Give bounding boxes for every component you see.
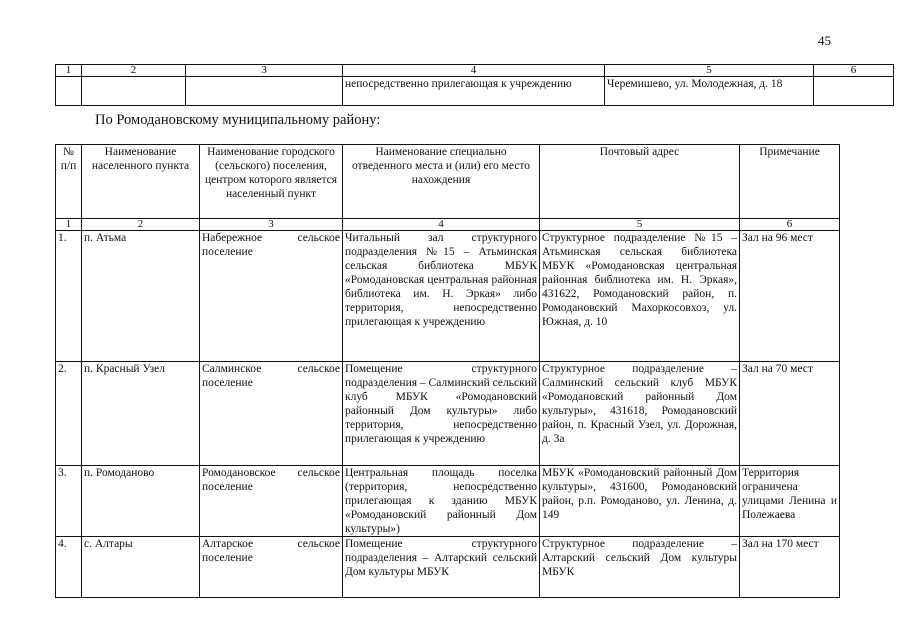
header-row [56, 145, 840, 219]
settlement-cell: п. Ромоданово [82, 466, 200, 537]
column-number: 6 [814, 65, 894, 77]
table-row [56, 77, 894, 106]
column-number: 2 [82, 219, 200, 231]
header-address: Почтовый адрес [540, 145, 740, 219]
column-number: 2 [82, 65, 186, 77]
table-row [56, 537, 840, 598]
empty-cell [186, 77, 343, 106]
place-cell: Помещение структурного подразделения – Салминский сельский клуб МБУК «Ромодановский районный Дом культуры» либо территория, непосредственно прилегающая к учреждению [343, 362, 540, 466]
place-cell: непосредственно прилегающая к учреждению [343, 77, 605, 106]
address-cell: МБУК «Ромодановский районный Дом культуры», 431600, Ромодановский район, р.п. Ромоданово, ул. Ленина, д. 149 [540, 466, 740, 537]
column-number: 6 [740, 219, 840, 231]
header-municipality: Наименование городского (сельского) поселения, центром которого является населенный пункт [200, 145, 343, 219]
empty-cell [814, 77, 894, 106]
address-cell: Структурное подразделение – Салминский сельский клуб МБУК «Ромодановский районный Дом культуры», 431618, Ромодановский район, п. Красный Узел, ул. Дорожная, д. 3а [540, 362, 740, 466]
column-number: 4 [343, 219, 540, 231]
empty-cell [56, 77, 82, 106]
place-cell: Центральная площадь поселка (территория, непосредственно прилегающая к зданию МБУК «Ромодановский районный Дом культуры») [343, 466, 540, 537]
place-cell: Читальный зал структурного подразделения №15 – Атьминская сельская библиотека МБУК «Ромодановская центральная районная библиотека им. Н. Эркая» либо территория, непосредственно прилегающая к учреждению [343, 231, 540, 362]
address-cell: Структурное подразделение – Алтарский сельский Дом культуры МБУК [540, 537, 740, 598]
settlement-cell: п. Красный Узел [82, 362, 200, 466]
place-cell: Помещение структурного подразделения – Алтарский сельский Дом культуры МБУК [343, 537, 540, 598]
column-number: 5 [540, 219, 740, 231]
note-cell: Зал на 70 мест [740, 362, 840, 466]
settlement-cell: п. Атьма [82, 231, 200, 362]
row-number: 1. [56, 231, 82, 362]
note-cell: Зал на 96 мест [740, 231, 840, 362]
note-cell: Зал на 170 мест [740, 537, 840, 598]
empty-cell [82, 77, 186, 106]
row-number: 4. [56, 537, 82, 598]
continuation-table [55, 64, 894, 106]
row-number: 3. [56, 466, 82, 537]
header-place: Наименование специально отведенного места и (или) его место нахождения [343, 145, 540, 219]
header-settlement: Наименование населенного пункта [82, 145, 200, 219]
column-number: 3 [200, 219, 343, 231]
column-number: 1 [56, 219, 82, 231]
municipality-cell: Алтарское сельское поселение [200, 537, 343, 598]
column-number-row [56, 65, 894, 77]
row-number: 2. [56, 362, 82, 466]
table-row [56, 466, 840, 537]
locations-table [55, 144, 840, 598]
municipality-cell: Салминское сельское поселение [200, 362, 343, 466]
municipality-cell: Набережное сельское поселение [200, 231, 343, 362]
column-number: 1 [56, 65, 82, 77]
address-cell: Черемишево, ул. Молодежная, д. 18 [605, 77, 814, 106]
section-heading: По Ромодановскому муниципальному району: [95, 112, 381, 128]
note-cell: Территория ограничена улицами Ленина и Полежаева [740, 466, 840, 537]
column-number-row [56, 219, 840, 231]
settlement-cell: с. Алтары [82, 537, 200, 598]
table-row [56, 231, 840, 362]
table-row [56, 362, 840, 466]
column-number: 4 [343, 65, 605, 77]
municipality-cell: Ромодановское сельское поселение [200, 466, 343, 537]
header-number: № п/п [56, 145, 82, 219]
address-cell: Структурное подразделение №15 – Атьминская сельская библиотека МБУК «Ромодановская центральная районная библиотека им. Н. Эркая», 431622, Ромодановский район, п. Ромодановский Махоркосовхоз, ул. Южная, д. 10 [540, 231, 740, 362]
page-number: 45 [818, 33, 831, 48]
column-number: 5 [605, 65, 814, 77]
column-number: 3 [186, 65, 343, 77]
header-note: Примечание [740, 145, 840, 219]
